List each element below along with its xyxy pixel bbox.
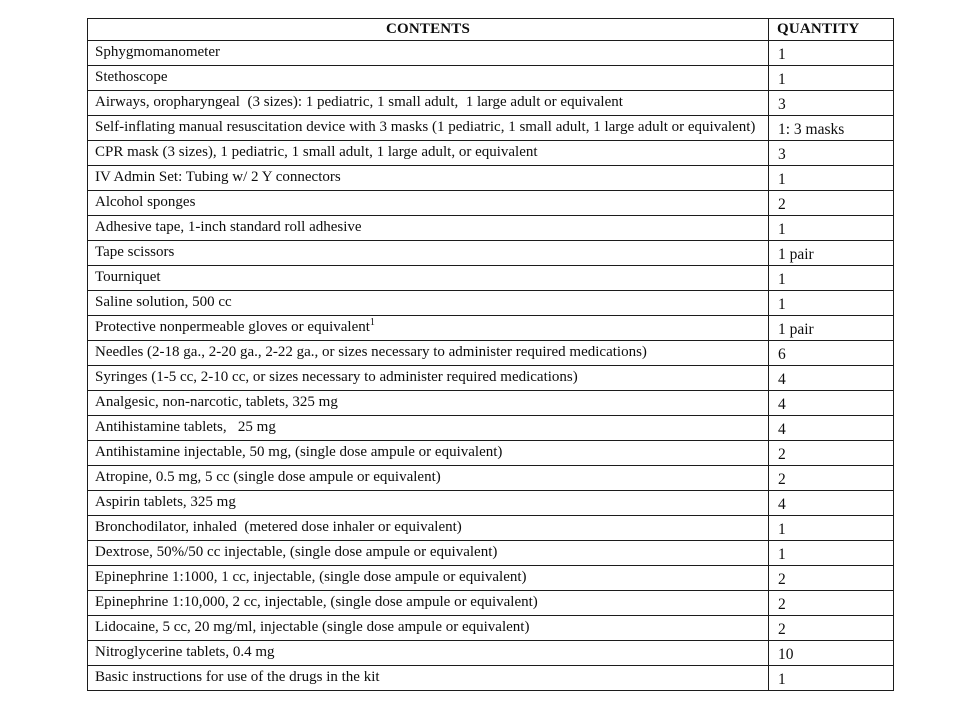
contents-cell: Bronchodilator, inhaled (metered dose inhaler or equivalent) <box>88 516 769 541</box>
table-row <box>88 316 894 341</box>
quantity-cell: 6 <box>769 341 894 366</box>
contents-cell: Needles (2-18 ga., 2-20 ga., 2-22 ga., or sizes necessary to administer required medications) <box>88 341 769 366</box>
table-row <box>88 191 894 216</box>
contents-cell: Antihistamine injectable, 50 mg, (single dose ampule or equivalent) <box>88 441 769 466</box>
quantity-cell: 1 <box>769 66 894 91</box>
table-row <box>88 241 894 266</box>
contents-cell: IV Admin Set: Tubing w/ 2 Y connectors <box>88 166 769 191</box>
contents-cell: Analgesic, non-narcotic, tablets, 325 mg <box>88 391 769 416</box>
table-body <box>88 41 894 691</box>
quantity-cell: 1 <box>769 266 894 291</box>
quantity-cell: 2 <box>769 191 894 216</box>
quantity-cell: 1 <box>769 216 894 241</box>
quantity-cell: 2 <box>769 616 894 641</box>
contents-cell: Atropine, 0.5 mg, 5 cc (single dose ampule or equivalent) <box>88 466 769 491</box>
table-row <box>88 391 894 416</box>
quantity-cell: 1 <box>769 41 894 66</box>
footnote-superscript: 1 <box>369 317 375 328</box>
quantity-cell: 4 <box>769 366 894 391</box>
contents-cell: Epinephrine 1:1000, 1 cc, injectable, (single dose ampule or equivalent) <box>88 566 769 591</box>
contents-cell: Airways, oropharyngeal (3 sizes): 1 pediatric, 1 small adult, 1 large adult or equivalent <box>88 91 769 116</box>
contents-cell: Basic instructions for use of the drugs in the kit <box>88 666 769 691</box>
table-row <box>88 166 894 191</box>
table-row <box>88 466 894 491</box>
quantity-cell: 2 <box>769 591 894 616</box>
quantity-cell: 4 <box>769 391 894 416</box>
quantity-cell: 3 <box>769 91 894 116</box>
quantity-cell: 2 <box>769 566 894 591</box>
quantity-cell: 2 <box>769 466 894 491</box>
quantity-cell: 1 <box>769 166 894 191</box>
table-row <box>88 666 894 691</box>
table-row <box>88 291 894 316</box>
table-row <box>88 141 894 166</box>
quantity-cell: 3 <box>769 141 894 166</box>
quantity-cell: 1 <box>769 516 894 541</box>
quantity-cell: 1: 3 masks <box>769 116 894 141</box>
contents-cell: Protective nonpermeable gloves or equivalent$^1$ <box>88 316 769 341</box>
quantity-cell: 1 <box>769 666 894 691</box>
quantity-cell: 1 <box>769 541 894 566</box>
contents-cell: Nitroglycerine tablets, 0.4 mg <box>88 641 769 666</box>
table-row <box>88 616 894 641</box>
contents-cell: CPR mask (3 sizes), 1 pediatric, 1 small adult, 1 large adult, or equivalent <box>88 141 769 166</box>
table-row <box>88 66 894 91</box>
medical-kit-contents-table <box>87 18 894 691</box>
quantity-cell: 1 pair <box>769 241 894 266</box>
contents-cell: Aspirin tablets, 325 mg <box>88 491 769 516</box>
contents-cell: Saline solution, 500 cc <box>88 291 769 316</box>
quantity-cell: 1 <box>769 291 894 316</box>
table-row <box>88 516 894 541</box>
quantity-cell: 4 <box>769 491 894 516</box>
contents-cell: Dextrose, 50%/50 cc injectable, (single dose ampule or equivalent) <box>88 541 769 566</box>
table-row <box>88 266 894 291</box>
table-row <box>88 416 894 441</box>
contents-cell: Syringes (1-5 cc, 2-10 cc, or sizes necessary to administer required medications) <box>88 366 769 391</box>
table-row <box>88 41 894 66</box>
table-row <box>88 541 894 566</box>
contents-cell: Sphygmomanometer <box>88 41 769 66</box>
quantity-cell: 4 <box>769 416 894 441</box>
quantity-cell: 10 <box>769 641 894 666</box>
contents-cell: Stethoscope <box>88 66 769 91</box>
contents-cell: Lidocaine, 5 cc, 20 mg/ml, injectable (single dose ampule or equivalent) <box>88 616 769 641</box>
contents-cell: Tourniquet <box>88 266 769 291</box>
quantity-cell: 1 pair <box>769 316 894 341</box>
table-row <box>88 566 894 591</box>
table-row <box>88 641 894 666</box>
contents-header-cell: CONTENTS <box>88 19 769 41</box>
contents-cell: Epinephrine 1:10,000, 2 cc, injectable, (single dose ampule or equivalent) <box>88 591 769 616</box>
contents-cell: Alcohol sponges <box>88 191 769 216</box>
table-row <box>88 91 894 116</box>
quantity-cell: 2 <box>769 441 894 466</box>
table-row <box>88 591 894 616</box>
table-header <box>88 19 894 41</box>
quantity-header-cell: QUANTITY <box>769 19 894 41</box>
table-row <box>88 116 894 141</box>
contents-cell: Antihistamine tablets, 25 mg <box>88 416 769 441</box>
contents-cell: Adhesive tape, 1-inch standard roll adhesive <box>88 216 769 241</box>
table-row <box>88 216 894 241</box>
table-row <box>88 441 894 466</box>
header-row <box>88 19 894 41</box>
table-row <box>88 491 894 516</box>
contents-cell: Tape scissors <box>88 241 769 266</box>
table-row <box>88 341 894 366</box>
contents-cell: Self-inflating manual resuscitation device with 3 masks (1 pediatric, 1 small adult, 1 large adult or equivalent) <box>88 116 769 141</box>
table-row <box>88 366 894 391</box>
